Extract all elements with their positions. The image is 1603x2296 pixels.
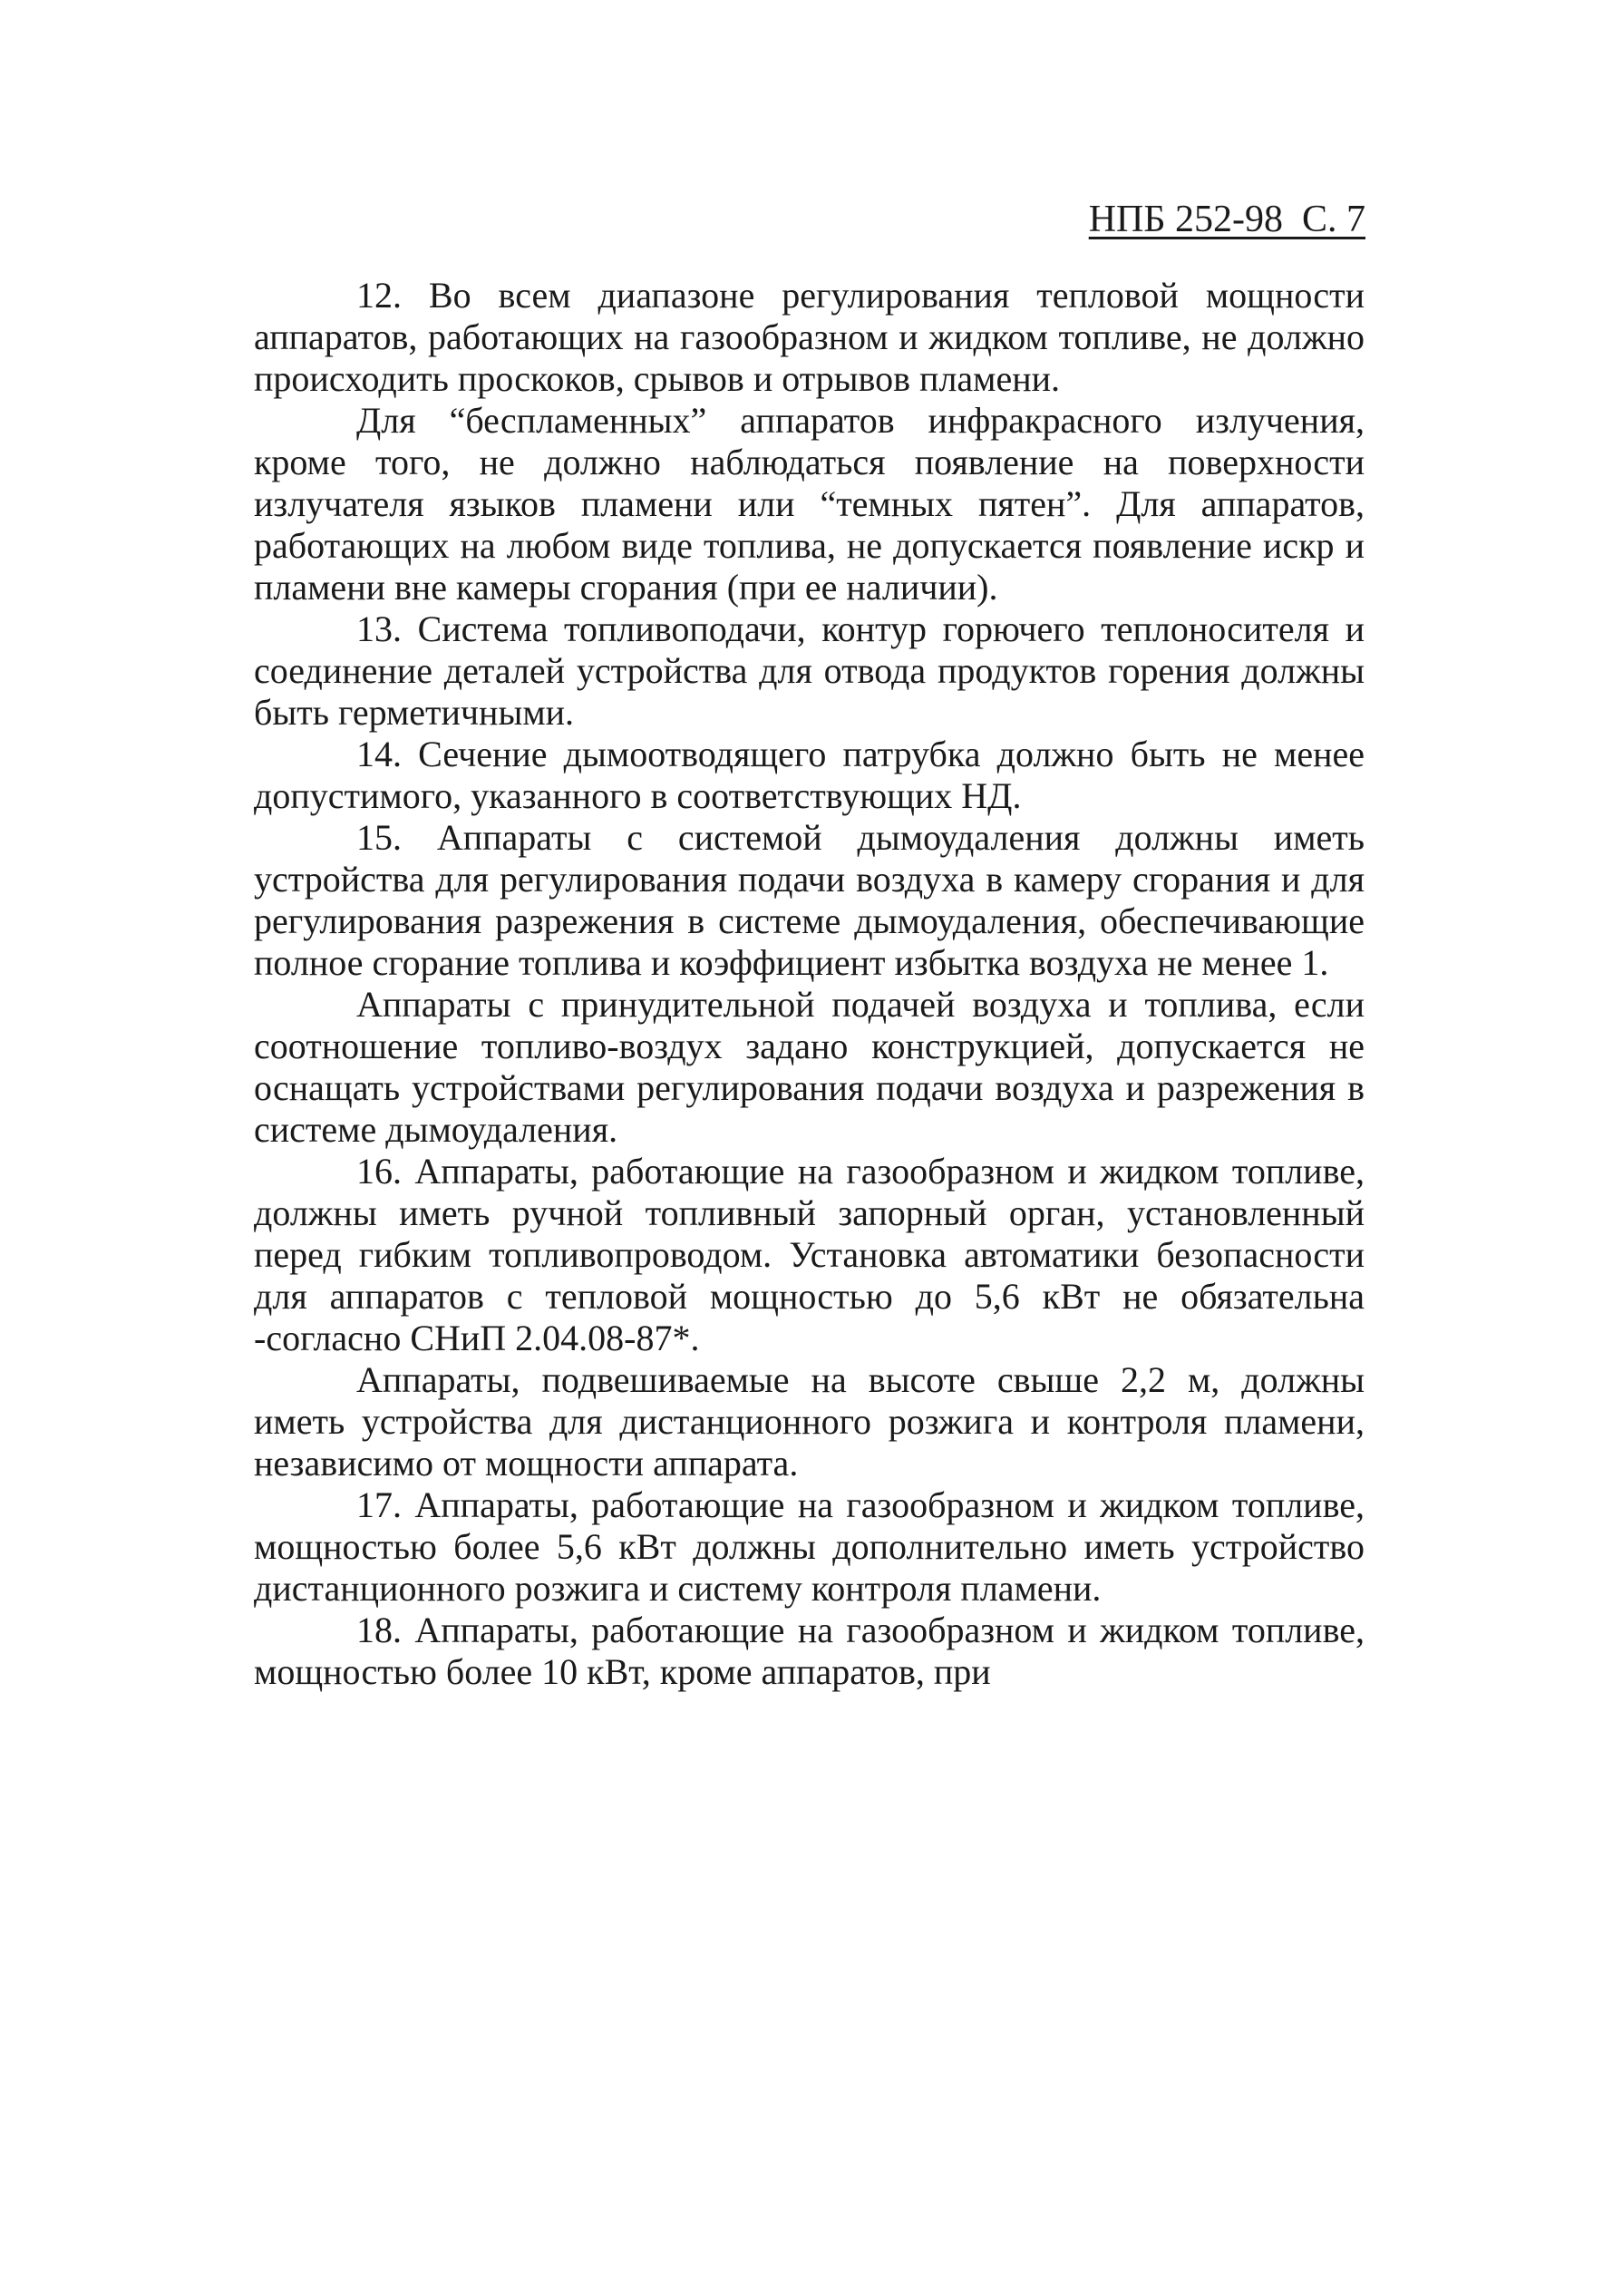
paragraph-flameless-devices: Для “беспламенных” аппаратов инфракрасного излучения, кроме того, не должно наблюдаться появление на поверхности излучателя языков пламени или “темных пятен”. Для аппаратов, работающих на любом виде топлива, не допускается появление искр и пламени вне камеры сгорания (при ее наличии). [254,400,1365,608]
paragraph-item-13: 13. Система топливоподачи, контур горючего теплоносителя и соединение деталей устройства для отвода продуктов горения должны быть герметичными. [254,608,1365,733]
page-header [1089,198,1365,241]
paragraph-item-12: 12. Во всем диапазоне регулирования тепловой мощности аппаратов, работающих на газообразном и жидком топливе, не должно происходить проскоков, срывов и отрывов пламени. [254,275,1365,399]
paragraph-forced-air-devices: Аппараты с принудительной подачей воздуха и топлива, если соотношение топливо-воздух задано конструкцией, допускается не оснащать устройствами регулирования подачи воздуха и разрежения в системе дымоудаления. [254,984,1365,1150]
paragraph-item-14: 14. Сечение дымоотводящего патрубка должно быть не менее допустимого, указанного в соответствующих НД. [254,734,1365,816]
document-code: НПБ 252-98 [1088,199,1283,240]
paragraph-item-16: 16. Аппараты, работающие на газообразном и жидком топливе, должны иметь ручной топливный запорный орган, установленный перед гибким топливопроводом. Установка автоматики безопасности для аппаратов с тепловой мощностью до 5,6 кВт не обязательна -согласно СНиП 2.04.08-87*. [254,1151,1365,1358]
document-body [254,275,1365,1693]
page-number: С. 7 [1301,199,1365,240]
paragraph-suspended-devices: Аппараты, подвешиваемые на высоте свыше 2,2 м, должны иметь устройства для дистанционного розжига и контроля пламени, независимо от мощности аппарата. [254,1359,1365,1484]
paragraph-item-17: 17. Аппараты, работающие на газообразном и жидком топливе, мощностью более 5,6 кВт должны дополнительно иметь устройство дистанционного розжига и систему контроля пламени. [254,1484,1365,1609]
paragraph-item-18: 18. Аппараты, работающие на газообразном и жидком топливе, мощностью более 10 кВт, кроме аппаратов, при [254,1610,1365,1692]
paragraph-item-15: 15. Аппараты с системой дымоудаления должны иметь устройства для регулирования подачи воздуха в камеру сгорания и для регулирования разрежения в системе дымоудаления, обеспечивающие полное сгорание топлива и коэффициент избытка воздуха не менее 1. [254,817,1365,983]
